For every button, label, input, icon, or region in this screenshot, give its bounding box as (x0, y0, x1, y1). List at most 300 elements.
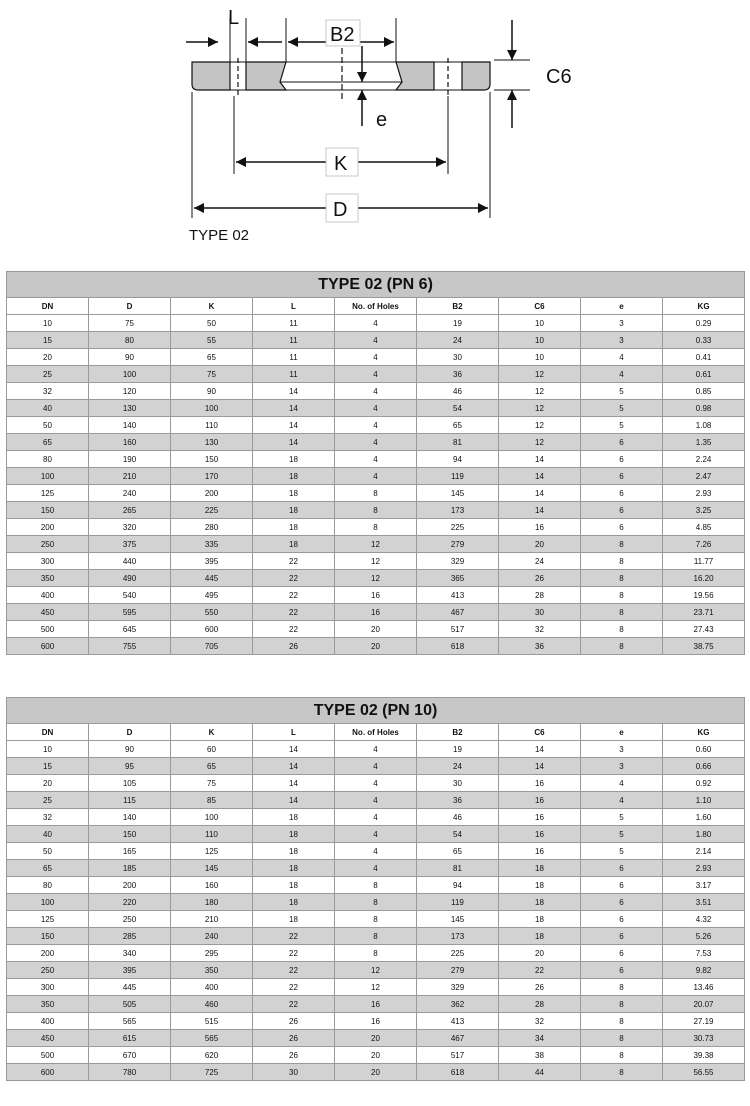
table-cell: 65 (171, 758, 253, 775)
table-cell: 24 (417, 758, 499, 775)
table-cell: 500 (7, 621, 89, 638)
table-cell: 6 (581, 945, 663, 962)
table-cell: 16 (335, 1013, 417, 1030)
table-cell: 2.47 (663, 468, 745, 485)
table-cell: 0.60 (663, 741, 745, 758)
table-cell: 6 (581, 485, 663, 502)
table-cell: 8 (581, 604, 663, 621)
dim-label-e: e (376, 109, 388, 131)
table-row (7, 570, 745, 587)
table-cell: 18 (253, 894, 335, 911)
table-cell: 565 (171, 1030, 253, 1047)
table-cell: 755 (89, 638, 171, 655)
table-cell: 100 (7, 894, 89, 911)
table-cell: 200 (7, 945, 89, 962)
column-header: C6 (499, 724, 581, 741)
table-cell: 329 (417, 979, 499, 996)
table-row (7, 775, 745, 792)
table-cell: 125 (7, 911, 89, 928)
table-row (7, 1064, 745, 1081)
table-cell: 4 (335, 400, 417, 417)
dim-label-K: K (334, 153, 348, 175)
table-cell: 4 (335, 826, 417, 843)
table-cell: 8 (581, 1013, 663, 1030)
table-cell: 8 (335, 519, 417, 536)
table-cell: 81 (417, 860, 499, 877)
table-cell: 600 (171, 621, 253, 638)
table-cell: 20 (335, 1030, 417, 1047)
table-cell: 780 (89, 1064, 171, 1081)
table-cell: 8 (581, 979, 663, 996)
table-cell: 18 (499, 928, 581, 945)
table-cell: 595 (89, 604, 171, 621)
table-row (7, 945, 745, 962)
table-cell: 8 (581, 570, 663, 587)
table-cell: 30 (253, 1064, 335, 1081)
table-cell: 3.17 (663, 877, 745, 894)
table-cell: 4 (335, 758, 417, 775)
table-cell: 120 (89, 383, 171, 400)
table-cell: 75 (171, 366, 253, 383)
table-row (7, 587, 745, 604)
table-cell: 18 (253, 877, 335, 894)
table-cell: 11 (253, 366, 335, 383)
table-cell: 130 (89, 400, 171, 417)
table-row (7, 1013, 745, 1030)
table-cell: 30 (417, 775, 499, 792)
table-cell: 2.24 (663, 451, 745, 468)
table-cell: 210 (171, 911, 253, 928)
table-cell: 8 (335, 928, 417, 945)
table-cell: 467 (417, 1030, 499, 1047)
table-cell: 10 (7, 315, 89, 332)
table-cell: 20 (499, 536, 581, 553)
table-cell: 0.33 (663, 332, 745, 349)
table-cell: 362 (417, 996, 499, 1013)
table-cell: 8 (335, 911, 417, 928)
table-cell: 395 (89, 962, 171, 979)
column-header: B2 (417, 724, 499, 741)
header-row (7, 724, 745, 741)
table-cell: 5 (581, 400, 663, 417)
table-cell: 10 (499, 315, 581, 332)
table-cell: 65 (7, 434, 89, 451)
table-cell: 265 (89, 502, 171, 519)
table-cell: 400 (7, 1013, 89, 1030)
table-cell: 180 (171, 894, 253, 911)
table-cell: 27.43 (663, 621, 745, 638)
table-cell: 670 (89, 1047, 171, 1064)
table-cell: 14 (253, 434, 335, 451)
table-cell: 16 (499, 775, 581, 792)
table-row (7, 519, 745, 536)
table-cell: 645 (89, 621, 171, 638)
table-cell: 54 (417, 400, 499, 417)
table-cell: 2.93 (663, 860, 745, 877)
table-row (7, 604, 745, 621)
table-cell: 19.56 (663, 587, 745, 604)
table-row (7, 536, 745, 553)
table-cell: 26 (253, 1013, 335, 1030)
flange-diagram (0, 0, 750, 262)
dim-label-C6: C6 (546, 66, 572, 88)
table-cell: 36 (417, 792, 499, 809)
table-cell: 165 (89, 843, 171, 860)
table-cell: 26 (253, 1030, 335, 1047)
table-cell: 22 (253, 570, 335, 587)
table-row (7, 843, 745, 860)
table-cell: 20 (335, 621, 417, 638)
table-cell: 8 (335, 894, 417, 911)
table-cell: 225 (417, 519, 499, 536)
table-row (7, 826, 745, 843)
table-cell: 16 (499, 809, 581, 826)
table-row (7, 758, 745, 775)
table-cell: 22 (253, 553, 335, 570)
table-cell: 150 (171, 451, 253, 468)
column-header: e (581, 724, 663, 741)
table-cell: 40 (7, 400, 89, 417)
extension-lines (192, 18, 530, 218)
table-cell: 350 (7, 996, 89, 1013)
table-cell: 145 (417, 911, 499, 928)
table-cell: 18 (253, 485, 335, 502)
table-cell: 170 (171, 468, 253, 485)
table-cell: 7.53 (663, 945, 745, 962)
table-cell: 9.82 (663, 962, 745, 979)
table-cell: 80 (89, 332, 171, 349)
table-cell: 11 (253, 332, 335, 349)
table-cell: 60 (171, 741, 253, 758)
table-cell: 4 (581, 792, 663, 809)
table-row (7, 553, 745, 570)
table-cell: 4 (335, 809, 417, 826)
table-cell: 3 (581, 315, 663, 332)
table-cell: 4 (335, 451, 417, 468)
table-cell: 12 (499, 417, 581, 434)
table-cell: 39.38 (663, 1047, 745, 1064)
table-cell: 125 (171, 843, 253, 860)
table-cell: 28 (499, 587, 581, 604)
table-cell: 20 (7, 775, 89, 792)
table-cell: 250 (89, 911, 171, 928)
table-cell: 12 (335, 553, 417, 570)
table-cell: 80 (7, 451, 89, 468)
table-cell: 12 (499, 434, 581, 451)
table-row (7, 366, 745, 383)
table-cell: 8 (335, 877, 417, 894)
table-cell: 140 (89, 417, 171, 434)
table-cell: 20 (7, 349, 89, 366)
column-header: B2 (417, 298, 499, 315)
table-pn6 (6, 271, 745, 655)
table-cell: 11.77 (663, 553, 745, 570)
table-row (7, 911, 745, 928)
table-cell: 140 (89, 809, 171, 826)
table-cell: 150 (89, 826, 171, 843)
table-cell: 517 (417, 621, 499, 638)
flange-cross-section (192, 48, 490, 100)
table-cell: 11 (253, 315, 335, 332)
table-cell: 6 (581, 502, 663, 519)
table-cell: 4 (335, 383, 417, 400)
column-header: L (253, 298, 335, 315)
table-row (7, 485, 745, 502)
table-row (7, 502, 745, 519)
table-cell: 5 (581, 843, 663, 860)
table-cell: 54 (417, 826, 499, 843)
table-cell: 75 (89, 315, 171, 332)
table-cell: 8 (581, 553, 663, 570)
table-cell: 615 (89, 1030, 171, 1047)
table-cell: 18 (253, 451, 335, 468)
table-cell: 4 (581, 366, 663, 383)
table-cell: 0.29 (663, 315, 745, 332)
table-row (7, 894, 745, 911)
table-cell: 75 (171, 775, 253, 792)
table-cell: 85 (171, 792, 253, 809)
table-cell: 450 (7, 604, 89, 621)
table-cell: 90 (89, 741, 171, 758)
table-cell: 12 (335, 979, 417, 996)
table-cell: 18 (253, 536, 335, 553)
table-cell: 200 (7, 519, 89, 536)
column-header: C6 (499, 298, 581, 315)
column-header: KG (663, 724, 745, 741)
table-cell: 18 (499, 911, 581, 928)
table-cell: 22 (253, 928, 335, 945)
table-cell: 1.80 (663, 826, 745, 843)
table-cell: 14 (253, 417, 335, 434)
table-cell: 8 (335, 945, 417, 962)
table-cell: 15 (7, 332, 89, 349)
table-cell: 6 (581, 962, 663, 979)
table-cell: 173 (417, 502, 499, 519)
table-cell: 5 (581, 809, 663, 826)
table-cell: 440 (89, 553, 171, 570)
table-cell: 725 (171, 1064, 253, 1081)
table-cell: 6 (581, 911, 663, 928)
table-cell: 46 (417, 383, 499, 400)
table-cell: 350 (171, 962, 253, 979)
table-cell: 125 (7, 485, 89, 502)
table-cell: 295 (171, 945, 253, 962)
table-cell: 14 (499, 502, 581, 519)
table-cell: 50 (7, 417, 89, 434)
table-pn10 (6, 697, 745, 1081)
table-cell: 618 (417, 638, 499, 655)
table-cell: 22 (253, 996, 335, 1013)
table-cell: 25 (7, 792, 89, 809)
table-cell: 56.55 (663, 1064, 745, 1081)
table-cell: 0.92 (663, 775, 745, 792)
column-header: K (171, 298, 253, 315)
column-header: D (89, 298, 171, 315)
table-cell: 32 (499, 621, 581, 638)
table-cell: 600 (7, 638, 89, 655)
column-header: No. of Holes (335, 298, 417, 315)
column-header: e (581, 298, 663, 315)
table-cell: 50 (171, 315, 253, 332)
table-cell: 8 (581, 536, 663, 553)
table-cell: 22 (499, 962, 581, 979)
column-header: No. of Holes (335, 724, 417, 741)
table-cell: 110 (171, 417, 253, 434)
table-cell: 8 (335, 485, 417, 502)
table-cell: 145 (171, 860, 253, 877)
table-cell: 18 (253, 519, 335, 536)
table-cell: 12 (335, 962, 417, 979)
table-cell: 4 (335, 775, 417, 792)
table-cell: 250 (7, 536, 89, 553)
table-cell: 19 (417, 315, 499, 332)
table-cell: 1.60 (663, 809, 745, 826)
table-cell: 10 (499, 332, 581, 349)
table-cell: 350 (7, 570, 89, 587)
table-row (7, 434, 745, 451)
table-cell: 6 (581, 928, 663, 945)
table-row (7, 741, 745, 758)
table-cell: 38.75 (663, 638, 745, 655)
table-cell: 20.07 (663, 996, 745, 1013)
column-header: DN (7, 298, 89, 315)
table-cell: 119 (417, 894, 499, 911)
table-row (7, 1030, 745, 1047)
table-cell: 160 (89, 434, 171, 451)
table-cell: 550 (171, 604, 253, 621)
table-cell: 8 (581, 587, 663, 604)
table-cell: 0.85 (663, 383, 745, 400)
column-header: D (89, 724, 171, 741)
table-cell: 12 (499, 383, 581, 400)
table-cell: 145 (417, 485, 499, 502)
table-title: TYPE 02 (PN 10) (7, 698, 745, 724)
dim-label-B2: B2 (330, 24, 355, 46)
table-cell: 12 (499, 366, 581, 383)
table-cell: 200 (171, 485, 253, 502)
table-cell: 3 (581, 332, 663, 349)
column-header: KG (663, 298, 745, 315)
table-cell: 65 (7, 860, 89, 877)
table-cell: 44 (499, 1064, 581, 1081)
table-cell: 18 (253, 860, 335, 877)
table-cell: 14 (499, 741, 581, 758)
table-cell: 8 (581, 996, 663, 1013)
table-row (7, 877, 745, 894)
table-cell: 445 (171, 570, 253, 587)
table-cell: 100 (171, 400, 253, 417)
table-cell: 80 (7, 877, 89, 894)
table-cell: 620 (171, 1047, 253, 1064)
table-cell: 300 (7, 553, 89, 570)
table-cell: 4 (335, 468, 417, 485)
table-cell: 225 (171, 502, 253, 519)
table-cell: 705 (171, 638, 253, 655)
table-cell: 0.66 (663, 758, 745, 775)
table-cell: 38 (499, 1047, 581, 1064)
table-cell: 6 (581, 434, 663, 451)
table-row (7, 417, 745, 434)
table-cell: 94 (417, 877, 499, 894)
table-cell: 26 (253, 1047, 335, 1064)
table-cell: 3 (581, 758, 663, 775)
table-cell: 115 (89, 792, 171, 809)
table-cell: 90 (171, 383, 253, 400)
table-cell: 6 (581, 860, 663, 877)
table-cell: 6 (581, 468, 663, 485)
column-header: L (253, 724, 335, 741)
table-cell: 16 (499, 792, 581, 809)
table-cell: 4 (581, 349, 663, 366)
table-cell: 40 (7, 826, 89, 843)
table-cell: 119 (417, 468, 499, 485)
table-cell: 10 (499, 349, 581, 366)
table-cell: 18 (253, 911, 335, 928)
table-cell: 30.73 (663, 1030, 745, 1047)
table-cell: 2.93 (663, 485, 745, 502)
table-cell: 14 (499, 451, 581, 468)
table-cell: 445 (89, 979, 171, 996)
table-cell: 20 (335, 1047, 417, 1064)
table-cell: 14 (499, 485, 581, 502)
table-row (7, 638, 745, 655)
table-cell: 14 (499, 468, 581, 485)
table-cell: 6 (581, 519, 663, 536)
table-title: TYPE 02 (PN 6) (7, 272, 745, 298)
table-cell: 320 (89, 519, 171, 536)
column-header: K (171, 724, 253, 741)
table-cell: 5 (581, 417, 663, 434)
table-cell: 110 (171, 826, 253, 843)
table-row (7, 315, 745, 332)
table-cell: 18 (253, 809, 335, 826)
table-cell: 160 (171, 877, 253, 894)
table-cell: 4 (335, 417, 417, 434)
table-cell: 5 (581, 383, 663, 400)
table-cell: 4 (335, 843, 417, 860)
table-cell: 329 (417, 553, 499, 570)
table-cell: 4 (335, 315, 417, 332)
table-cell: 280 (171, 519, 253, 536)
table-row (7, 349, 745, 366)
table-cell: 285 (89, 928, 171, 945)
table-cell: 5.26 (663, 928, 745, 945)
table-cell: 8 (581, 1030, 663, 1047)
table-cell: 1.10 (663, 792, 745, 809)
table-cell: 400 (171, 979, 253, 996)
table-cell: 100 (7, 468, 89, 485)
table-row (7, 979, 745, 996)
table-cell: 22 (253, 621, 335, 638)
table-cell: 16 (499, 843, 581, 860)
table-cell: 36 (417, 366, 499, 383)
table-cell: 14 (253, 775, 335, 792)
table-cell: 12 (335, 570, 417, 587)
table-row (7, 996, 745, 1013)
table-cell: 12 (335, 536, 417, 553)
table-cell: 250 (7, 962, 89, 979)
table-cell: 6 (581, 451, 663, 468)
table-cell: 18 (253, 468, 335, 485)
table-cell: 20 (499, 945, 581, 962)
table-cell: 19 (417, 741, 499, 758)
table-cell: 8 (581, 638, 663, 655)
table-cell: 16 (335, 996, 417, 1013)
table-row (7, 621, 745, 638)
table-cell: 16 (499, 826, 581, 843)
table-cell: 20 (335, 638, 417, 655)
table-cell: 22 (253, 604, 335, 621)
